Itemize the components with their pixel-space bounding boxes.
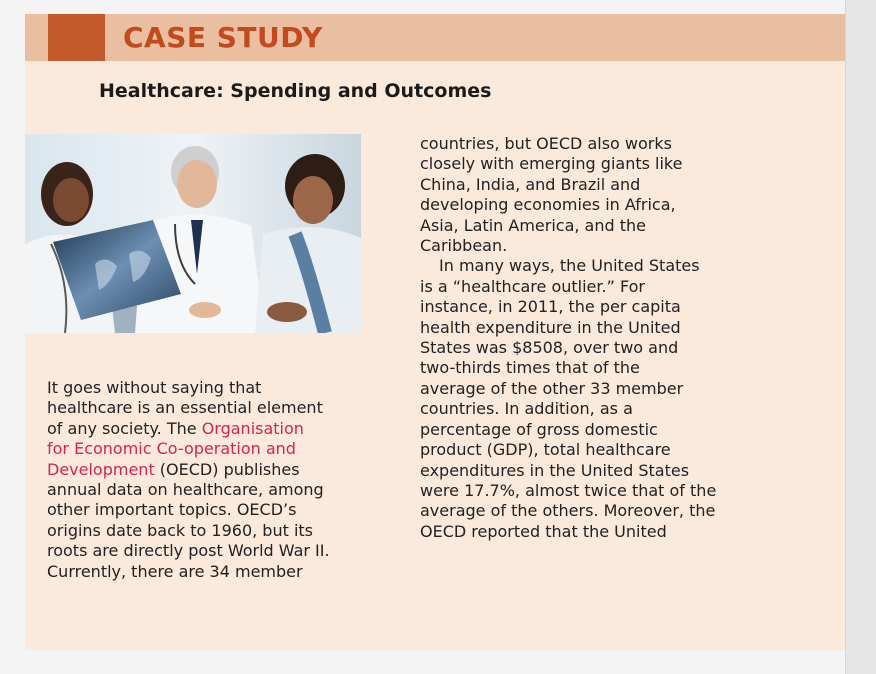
paragraph-line: States was $8508, over two and (420, 338, 679, 358)
paragraph-line: annual data on healthcare, among (47, 480, 324, 500)
text-span: (OECD) publishes (154, 459, 300, 479)
oecd-link[interactable]: Organisation (201, 418, 304, 438)
oecd-link[interactable]: for Economic Co-operation and (47, 439, 296, 459)
oecd-link[interactable]: Development (47, 459, 155, 479)
paragraph-line: is a “healthcare outlier.” For (420, 276, 645, 296)
case-study-banner (25, 14, 845, 61)
banner-title: CASE STUDY (123, 21, 323, 54)
paragraph-line: healthcare is an essential element (47, 398, 323, 418)
paragraph-line: China, India, and Brazil and (420, 174, 641, 194)
case-study-subtitle: Healthcare: Spending and Outcomes (99, 80, 492, 102)
paragraph-line: countries. In addition, as a (420, 399, 633, 419)
paragraph-line: Caribbean. (420, 236, 508, 256)
paragraph-line: product (GDP), total healthcare (420, 440, 671, 460)
text-span: of any society. The (47, 418, 202, 438)
paragraph-line (47, 460, 367, 480)
paragraph-line: were 17.7%, almost twice that of the (420, 480, 717, 500)
paragraph-line: origins date back to 1960, but its (47, 520, 313, 540)
paragraph-line: In many ways, the United States (439, 256, 700, 276)
paragraph-line: expenditures in the United States (420, 460, 690, 480)
paragraph-line: other important topics. OECD’s (47, 500, 297, 520)
case-study-page (25, 14, 845, 650)
paragraph-line: average of the others. Moreover, the (420, 501, 716, 521)
left-column-text (47, 378, 367, 582)
paragraph-line: two-thirds times that of the (420, 358, 640, 378)
paragraph-line: roots are directly post World War II. (47, 541, 330, 561)
banner-accent-block (48, 14, 105, 61)
paragraph-line (47, 419, 367, 439)
side-panel (845, 0, 876, 674)
paragraph-line: It goes without saying that (47, 378, 262, 397)
paragraph-line: countries, but OECD also works (420, 134, 672, 153)
paragraph-line: OECD reported that the United (420, 521, 667, 541)
paragraph-line: developing economies in Africa, (420, 195, 676, 215)
paragraph-line: instance, in 2011, the per capita (420, 297, 681, 317)
right-column-text (420, 134, 750, 542)
doctors-xray-photo (25, 134, 361, 333)
paragraph-line: percentage of gross domestic (420, 419, 658, 439)
paragraph-line: Currently, there are 34 member (47, 561, 303, 581)
paragraph-line: Asia, Latin America, and the (420, 215, 646, 235)
paragraph-line: average of the other 33 member (420, 378, 684, 398)
paragraph-line: health expenditure in the United (420, 317, 681, 337)
paragraph-line: closely with emerging giants like (420, 154, 683, 174)
